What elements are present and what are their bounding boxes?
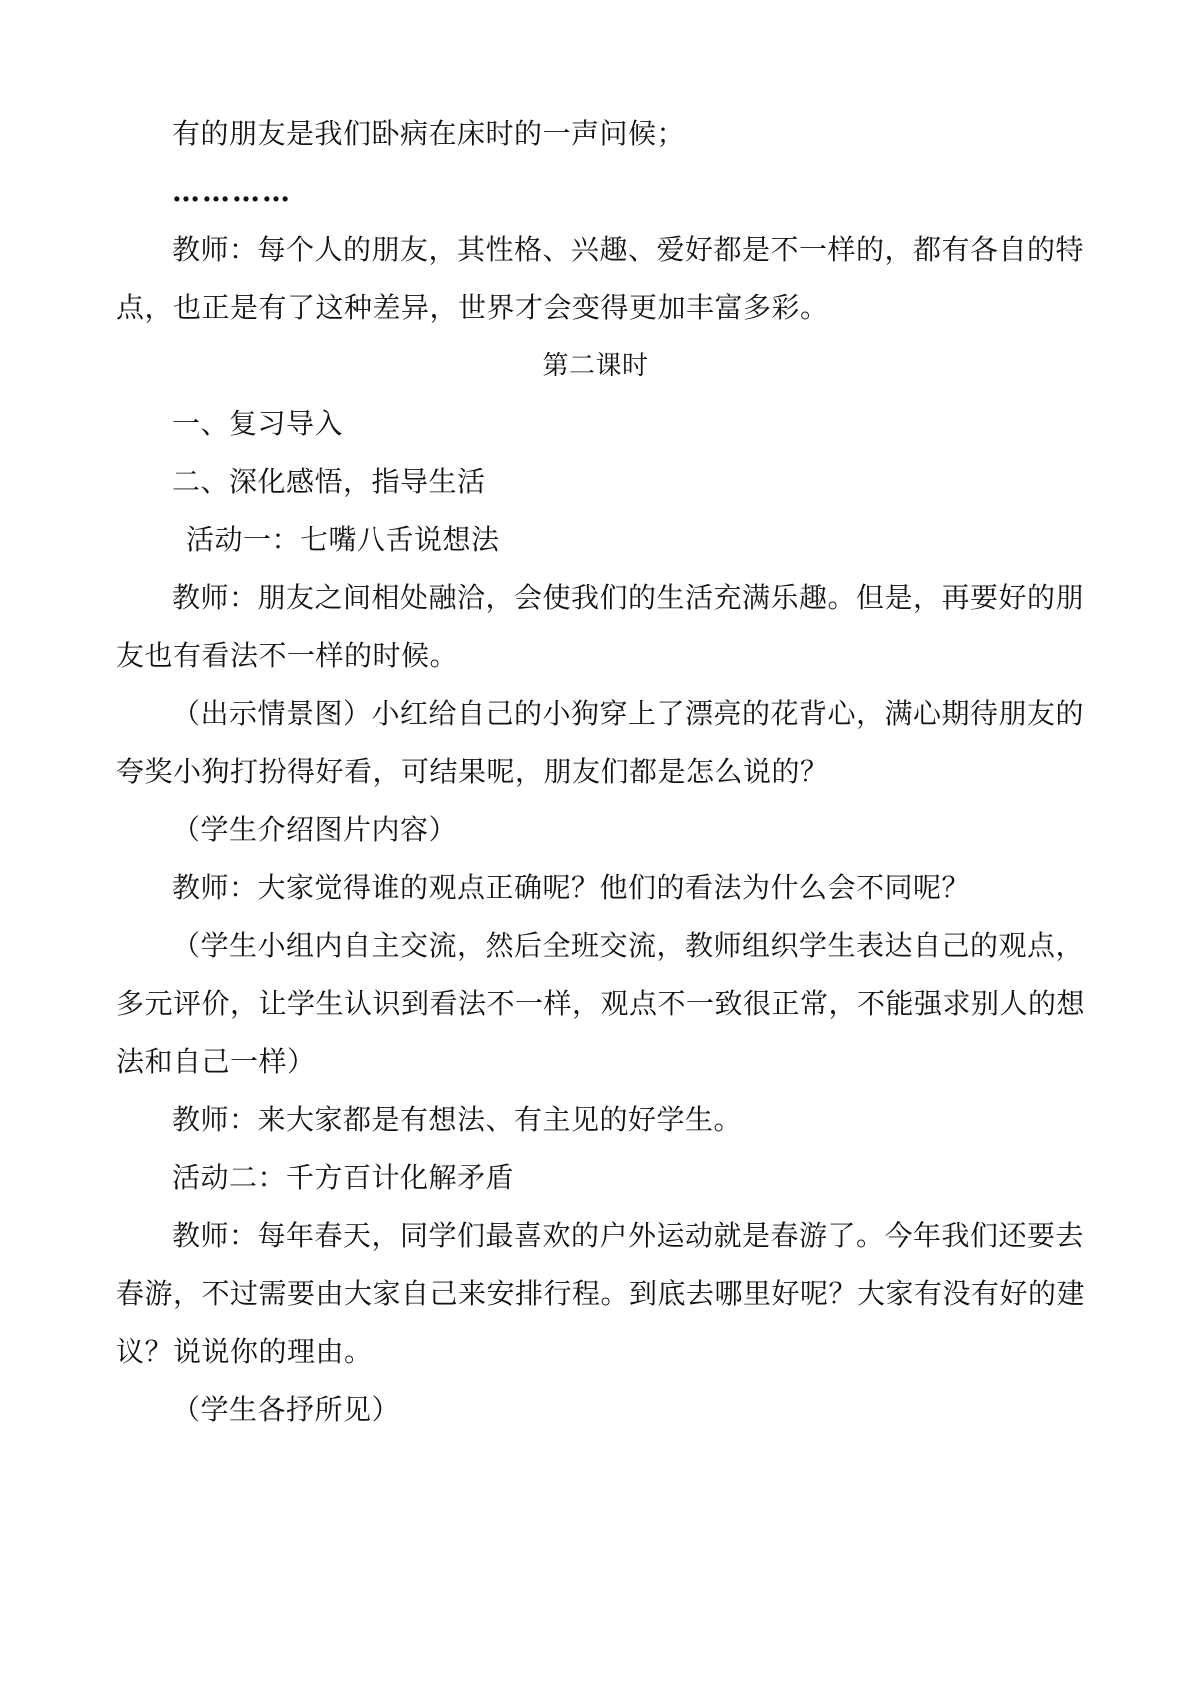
heading-review: 一、复习导入 <box>172 407 344 440</box>
paragraph-line: 教师：每个人的朋友，其性格、兴趣、爱好都是不一样的，都有各自的特 <box>172 233 1085 266</box>
paragraph-line: 教师：每年春天，同学们最喜欢的户外运动就是春游了。今年我们还要去 <box>172 1219 1085 1252</box>
paragraph-line: 夸奖小狗打扮得好看，可结果呢，朋友们都是怎么说的？ <box>116 755 829 788</box>
ellipsis-line: ………… <box>172 175 292 208</box>
paragraph-line: 春游，不过需要由大家自己来安排行程。到底去哪里好呢？大家有没有好的建 <box>116 1277 1086 1310</box>
paragraph-line: 议？说说你的理由。 <box>116 1335 373 1368</box>
heading-deepen: 二、深化感悟，指导生活 <box>172 465 486 498</box>
section-heading: 第二课时 <box>542 351 649 381</box>
activity-two-title: 活动二：千方百计化解矛盾 <box>172 1161 515 1194</box>
paragraph-line: 教师：大家觉得谁的观点正确呢？他们的看法为什么会不同呢？ <box>172 871 971 904</box>
paragraph-line: 有的朋友是我们卧病在床时的一声问候； <box>172 117 686 150</box>
paragraph-line: 多元评价，让学生认识到看法不一样，观点不一致很正常，不能强求别人的想 <box>116 987 1086 1020</box>
paragraph-line: 教师：朋友之间相处融洽，会使我们的生活充满乐趣。但是，再要好的朋 <box>172 581 1085 614</box>
paragraph-line: 法和自己一样） <box>116 1045 316 1078</box>
paragraph-line: 点，也正是有了这种差异，世界才会变得更加丰富多彩。 <box>116 291 829 324</box>
paragraph-line: 教师：来大家都是有想法、有主见的好学生。 <box>172 1103 743 1136</box>
paragraph-line: （学生介绍图片内容） <box>172 813 458 846</box>
paragraph-line: （学生各抒所见） <box>172 1393 401 1426</box>
paragraph-line: （学生小组内自主交流，然后全班交流，教师组织学生表达自己的观点， <box>172 929 1085 962</box>
activity-one-title: 活动一：七嘴八舌说想法 <box>186 523 500 556</box>
paragraph-line: 友也有看法不一样的时候。 <box>116 639 459 672</box>
paragraph-line: （出示情景图）小红给自己的小狗穿上了漂亮的花背心，满心期待朋友的 <box>172 697 1085 730</box>
